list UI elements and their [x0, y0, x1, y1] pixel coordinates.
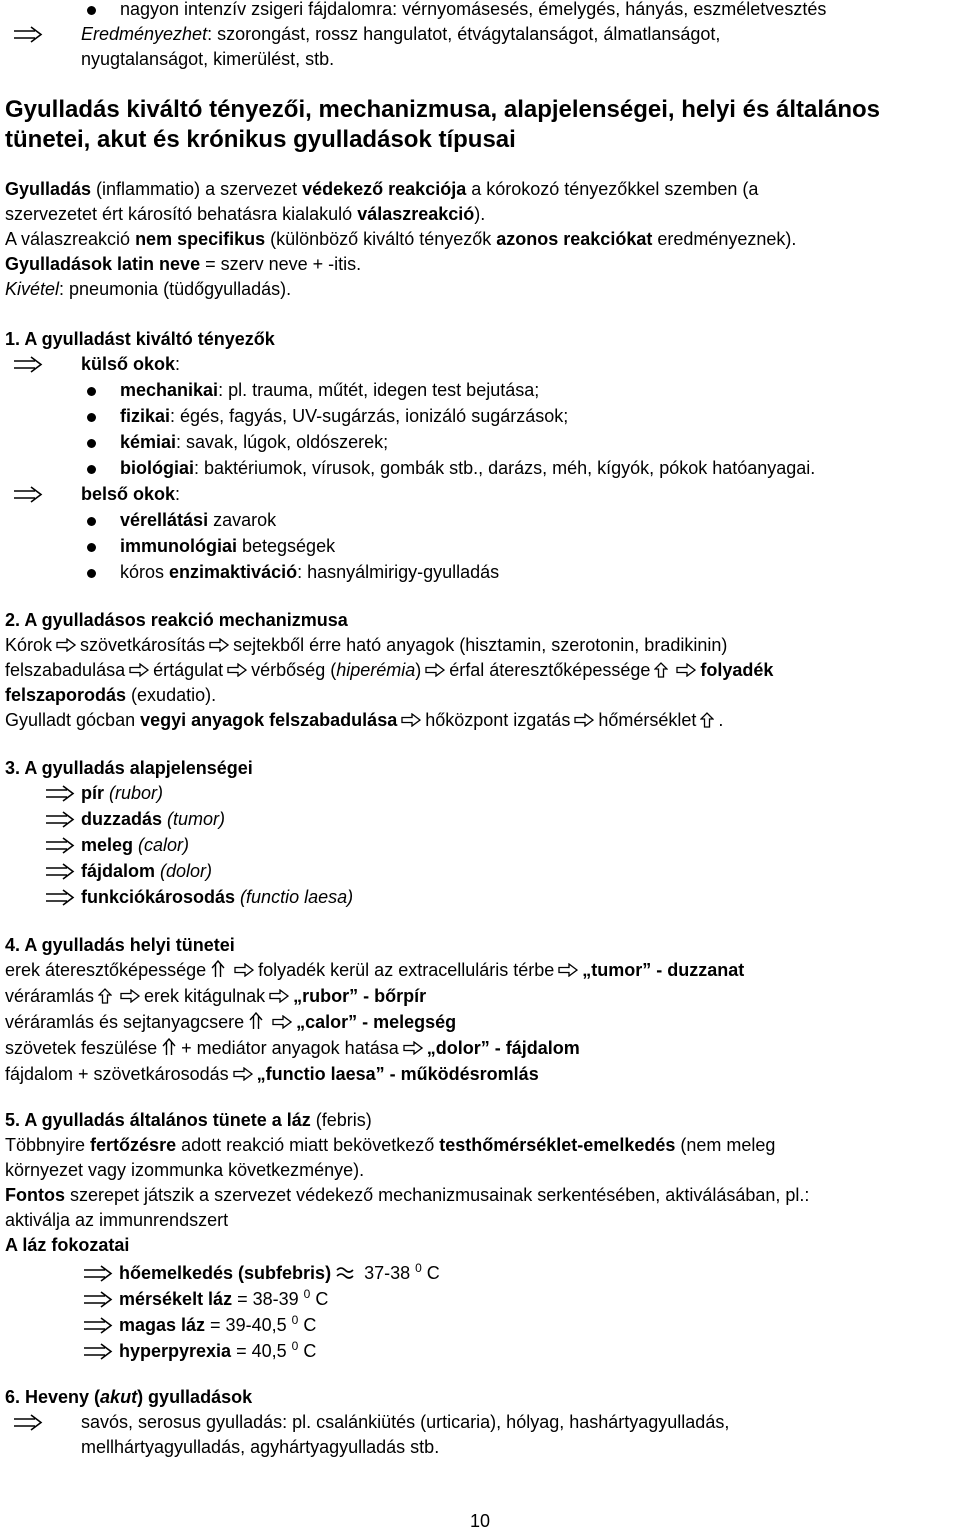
term: kémiai — [120, 432, 177, 452]
term: mechanikai — [120, 380, 219, 400]
list-item — [87, 404, 956, 430]
section-heading-1: 1. A gyulladást kiváltó tényezők — [5, 329, 275, 349]
double-arrow-icon — [81, 1261, 115, 1286]
text: vérbőség ( — [251, 660, 337, 680]
double-up-arrow-icon — [210, 960, 226, 978]
double-arrow-icon — [11, 1410, 45, 1435]
basic-phenomena-list — [5, 781, 956, 911]
fever-para-1 — [5, 1133, 956, 1158]
double-arrow-icon — [43, 781, 77, 806]
latin-term: (calor) — [133, 835, 190, 855]
symptom-row — [5, 1062, 956, 1088]
page-title: Gyulladás kiváltó tényezői, mechanizmusa, alapjelenségei, helyi és általános — [5, 96, 881, 123]
section-heading-5 — [5, 1108, 956, 1133]
list-item-text-cont: mellhártyagyulladás, agyhártyagyulladás stb. — [81, 1437, 440, 1457]
text: 6. Heveny ( — [5, 1387, 101, 1407]
text: értágulat — [153, 660, 224, 680]
list-item — [5, 352, 956, 378]
text: érfal áteresztőképessége — [449, 660, 651, 680]
text: szerepet játszik a szervezet védekező mechanizmusainak serkentésében, aktiválásában, pl.: — [65, 1185, 810, 1205]
bullet-icon — [87, 517, 96, 526]
term: védekező reakciója — [302, 179, 467, 199]
term: Gyulladás — [5, 179, 92, 199]
list-item — [87, 456, 956, 482]
text: szövetek feszülése — [5, 1038, 158, 1058]
text: eredményeznek). — [652, 229, 797, 249]
term: 5. A gyulladás általános tünete a láz — [5, 1110, 311, 1130]
bullet-icon — [87, 465, 96, 474]
text: : hasnyálmirigy-gyulladás — [297, 562, 500, 582]
term: nem specifikus — [135, 229, 266, 249]
degree-sup: 0 — [303, 1287, 311, 1301]
arrow-right-icon — [227, 663, 247, 677]
bullet-icon — [87, 543, 96, 552]
section-heading-6 — [5, 1385, 956, 1410]
text: (exudatio). — [126, 685, 217, 705]
text: szervezetet ért károsító behatásra kialakuló — [5, 204, 358, 224]
term: felszaporodás — [5, 685, 127, 705]
page-number: 10 — [469, 1511, 491, 1531]
arrow-up-icon — [654, 662, 668, 678]
arrow-right-icon — [209, 638, 229, 652]
arrow-right-icon — [401, 713, 421, 727]
term: vegyi anyagok felszabadulása — [140, 710, 398, 730]
text: kóros — [120, 562, 170, 582]
latin-term: (dolor) — [155, 861, 213, 881]
term: Kivétel — [5, 279, 60, 299]
list-item — [5, 781, 956, 807]
text: erek áteresztőképessége — [5, 960, 207, 980]
list-item — [5, 482, 956, 508]
text: véráramlás — [5, 986, 95, 1006]
term: mérsékelt láz — [119, 1289, 233, 1309]
term: magas láz — [119, 1315, 206, 1335]
term: enzimaktiváció — [169, 562, 298, 582]
bullet-icon — [87, 6, 96, 15]
list-item — [5, 1339, 956, 1365]
text: ) — [415, 660, 422, 680]
text: szövetkárosítás — [80, 635, 206, 655]
list-item-text: nagyon intenzív zsigeri fájdalomra: vérnyomásesés, émelygés, hányás, eszméletvesztés — [120, 0, 827, 19]
double-arrow-icon — [81, 1339, 115, 1364]
term: „calor” - melegség — [296, 1012, 457, 1032]
double-up-arrow-icon — [161, 1038, 177, 1056]
degree-sup: 0 — [291, 1313, 299, 1327]
arrow-right-icon — [403, 1041, 423, 1055]
unit: C — [298, 1315, 317, 1335]
arrow-right-icon — [234, 963, 254, 977]
term: Fontos — [5, 1185, 65, 1205]
text: felszabadulása — [5, 660, 126, 680]
list-item — [5, 833, 956, 859]
double-arrow-icon — [11, 352, 45, 377]
fever-para-2 — [5, 1183, 956, 1208]
symptom-row — [5, 984, 956, 1010]
intro-para-2 — [5, 227, 956, 252]
term: hiperémia — [336, 660, 416, 680]
term: „functio laesa” - működésromlás — [256, 1064, 539, 1084]
term: hyperpyrexia — [119, 1341, 232, 1361]
fever-grades-title: A láz fokozatai — [5, 1235, 130, 1255]
text: ) gyulladások — [137, 1387, 253, 1407]
term: belső okok — [81, 484, 176, 504]
text: = 38-39 — [232, 1289, 304, 1309]
list-item-text: savós, serosus gyulladás: pl. csalánkiütés (urticaria), hólyag, hashártyagyulladás, — [81, 1412, 730, 1432]
arrow-right-icon — [558, 963, 578, 977]
list-item — [5, 1313, 956, 1339]
text: fájdalom + szövetkárosodás — [5, 1064, 229, 1084]
term: folyadék — [700, 660, 774, 680]
term: fizikai — [120, 406, 171, 426]
text: zavarok — [208, 510, 277, 530]
list-item — [87, 534, 956, 560]
term: „dolor” - fájdalom — [426, 1038, 580, 1058]
text: (különböző kiváltó tényezők — [265, 229, 497, 249]
text: : baktériumok, vírusok, gombák stb., darázs, méh, kígyók, pókok hatóanyagai. — [194, 458, 816, 478]
mechanism-line-3 — [5, 683, 956, 708]
double-arrow-icon — [11, 22, 45, 47]
bullet-icon — [87, 439, 96, 448]
bullet-icon — [87, 413, 96, 422]
text: : pneumonia (tüdőgyulladás). — [59, 279, 292, 299]
text: erek kitágulnak — [144, 986, 266, 1006]
arrow-right-icon — [425, 663, 445, 677]
arrow-right-icon — [129, 663, 149, 677]
term: azonos reakciókat — [496, 229, 653, 249]
degree-sup: 0 — [415, 1261, 422, 1275]
text: : — [175, 354, 181, 374]
bullet-icon — [87, 387, 96, 396]
text: : égés, fagyás, UV-sugárzás, ionizáló sugárzások; — [170, 406, 569, 426]
text: a kórokozó tényezőkkel szemben (a — [466, 179, 759, 199]
symptom-row — [5, 1010, 956, 1036]
text: (inflammatio) a szervezet — [91, 179, 303, 199]
mechanism-line-4 — [5, 708, 956, 733]
external-causes-list — [5, 378, 956, 482]
mechanism-line-1 — [5, 633, 956, 658]
text: : savak, lúgok, oldószerek; — [176, 432, 389, 452]
term: vérellátási — [120, 510, 209, 530]
term: „rubor” - bőrpír — [293, 986, 427, 1006]
section-heading-2: 2. A gyulladásos reakció mechanizmusa — [5, 610, 348, 630]
arrow-right-icon — [269, 989, 289, 1003]
unit: C — [310, 1289, 329, 1309]
list-item — [5, 807, 956, 833]
result-text: : szorongást, rossz hangulatot, étvágytalanságot, álmatlanságot, — [207, 24, 721, 44]
fever-grades-list — [5, 1261, 956, 1365]
list-item — [87, 560, 956, 586]
term: immunológiai — [120, 536, 237, 556]
fever-para-2-cont: aktiválja az immunrendszert — [5, 1210, 229, 1230]
text: (nem meleg — [675, 1135, 776, 1155]
arrow-right-icon — [676, 663, 696, 677]
latin-term: (rubor) — [104, 783, 164, 803]
double-arrow-icon — [81, 1313, 115, 1338]
term: külső okok — [81, 354, 176, 374]
term: Gyulladások latin neve — [5, 254, 201, 274]
text: : pl. trauma, műtét, idegen test bejutása; — [218, 380, 540, 400]
term: akut — [100, 1387, 138, 1407]
latin-term: (tumor) — [162, 809, 226, 829]
text: = szerv neve + -itis. — [200, 254, 362, 274]
symptom-row — [5, 958, 956, 984]
page-title-cont: tünetei, akut és krónikus gyulladások típusai — [5, 126, 516, 153]
intro-para-1-cont — [5, 202, 956, 227]
term: testhőmérséklet-emelkedés — [439, 1135, 676, 1155]
arrow-up-icon — [98, 988, 112, 1004]
term: hőemelkedés (subfebris) — [119, 1263, 332, 1283]
double-arrow-icon — [11, 482, 45, 507]
double-arrow-icon — [81, 1287, 115, 1312]
result-label: Eredményezhet — [81, 24, 208, 44]
list-item — [5, 1410, 956, 1435]
text: Többnyire — [5, 1135, 91, 1155]
term: fertőzésre — [90, 1135, 177, 1155]
list-item — [5, 885, 956, 911]
text: Gyulladt gócban — [5, 710, 141, 730]
text: + mediátor anyagok hatása — [181, 1038, 399, 1058]
list-item — [87, 430, 956, 456]
text: (febris) — [310, 1110, 372, 1130]
term: pír — [81, 783, 105, 803]
text: . — [718, 710, 724, 730]
unit: C — [421, 1263, 440, 1283]
arrow-up-icon — [700, 712, 714, 728]
arrow-right-icon — [56, 638, 76, 652]
text: folyadék kerül az extracelluláris térbe — [258, 960, 555, 980]
arrow-right-icon — [272, 1015, 292, 1029]
text: adott reakció miatt bekövetkező — [176, 1135, 440, 1155]
approx-icon — [335, 1265, 355, 1279]
degree-sup: 0 — [291, 1339, 299, 1353]
text: Kórok — [5, 635, 53, 655]
text: sejtekből érre ható anyagok (hisztamin, szerotonin, bradikinin) — [233, 635, 728, 655]
term: „tumor” - duzzanat — [582, 960, 745, 980]
bullet-icon — [87, 569, 96, 578]
text: = 40,5 — [231, 1341, 292, 1361]
text: ). — [474, 204, 486, 224]
section-heading-4: 4. A gyulladás helyi tünetei — [5, 935, 235, 955]
latin-term: (functio laesa) — [235, 887, 354, 907]
list-item — [87, 0, 956, 22]
term: biológiai — [120, 458, 194, 478]
list-item — [5, 859, 956, 885]
list-item — [87, 378, 956, 404]
text: véráramlás és sejtanyagcsere — [5, 1012, 245, 1032]
double-arrow-icon — [43, 807, 77, 832]
text: 37-38 — [359, 1263, 416, 1283]
double-up-arrow-icon — [248, 1012, 264, 1030]
list-item — [5, 1261, 956, 1287]
term: funkciókárosodás — [81, 887, 236, 907]
section-heading-3: 3. A gyulladás alapjelenségei — [5, 758, 253, 778]
fever-para-1-cont: környezet vagy izommunka következménye). — [5, 1160, 365, 1180]
list-item — [5, 1287, 956, 1313]
double-arrow-icon — [43, 833, 77, 858]
term: duzzadás — [81, 809, 163, 829]
intro-para-1 — [5, 177, 956, 202]
text: betegségek — [237, 536, 336, 556]
text: = 39-40,5 — [205, 1315, 292, 1335]
text: hőmérséklet — [598, 710, 697, 730]
term: meleg — [81, 835, 134, 855]
unit: C — [298, 1341, 317, 1361]
result-text-cont: nyugtalanságot, kimerülést, stb. — [81, 49, 335, 69]
mechanism-line-2 — [5, 658, 956, 683]
term: válaszreakció — [357, 204, 475, 224]
intro-para-4 — [5, 277, 956, 302]
symptom-row — [5, 1036, 956, 1062]
arrow-right-icon — [120, 989, 140, 1003]
term: fájdalom — [81, 861, 156, 881]
arrow-right-icon — [233, 1067, 253, 1081]
intro-para-3 — [5, 252, 956, 277]
double-arrow-icon — [43, 885, 77, 910]
list-item — [5, 22, 956, 47]
double-arrow-icon — [43, 859, 77, 884]
text: : — [175, 484, 181, 504]
text: A válaszreakció — [5, 229, 136, 249]
list-item — [87, 508, 956, 534]
text: hőközpont izgatás — [425, 710, 571, 730]
arrow-right-icon — [574, 713, 594, 727]
